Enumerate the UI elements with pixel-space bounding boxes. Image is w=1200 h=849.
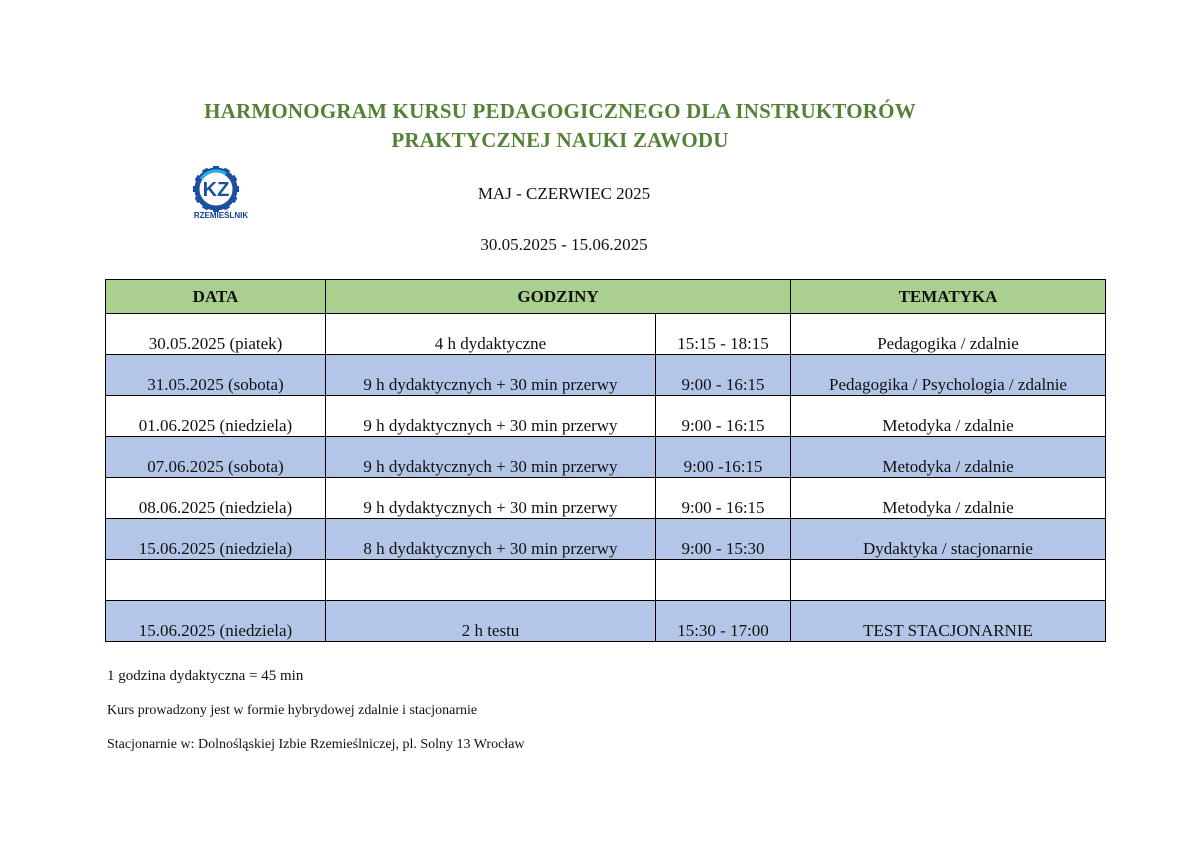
- schedule-table: [105, 279, 1106, 642]
- document-title-line-2: PRAKTYCZNEJ NAUKI ZAWODU: [391, 128, 729, 152]
- table-row-empty: [106, 560, 1106, 601]
- cell-time: 15:30 - 17:00: [656, 601, 791, 642]
- period-title: MAJ - CZERWIEC 2025: [477, 184, 651, 203]
- table-row: [106, 519, 1106, 560]
- header-hours: GODZINY: [326, 280, 791, 314]
- cell-time: 9:00 - 16:15: [656, 396, 791, 437]
- cell-time: 15:15 - 18:15: [656, 314, 791, 355]
- cell-hours: 4 h dydaktyczne: [326, 314, 656, 355]
- cell-hours: 9 h dydaktycznych + 30 min przerwy: [326, 478, 656, 519]
- table-row: [106, 601, 1106, 642]
- cell-topic: Pedagogika / zdalnie: [791, 314, 1106, 355]
- table-row: [106, 396, 1106, 437]
- cell-time: 9:00 -16:15: [656, 437, 791, 478]
- cell-topic: TEST STACJONARNIE: [791, 601, 1106, 642]
- table-row: [106, 314, 1106, 355]
- note-location: Stacjonarnie w: Dolnośląskiej Izbie Rzemieślniczej, pl. Solny 13 Wrocław: [107, 737, 525, 752]
- header-date: DATA: [106, 280, 326, 314]
- cell-date: 15.06.2025 (niedziela): [106, 601, 326, 642]
- cell-date: 01.06.2025 (niedziela): [106, 396, 326, 437]
- cell-date: [106, 560, 326, 601]
- table-header-row: [106, 280, 1106, 314]
- cell-hours: 8 h dydaktycznych + 30 min przerwy: [326, 519, 656, 560]
- header-topics: TEMATYKA: [791, 280, 1106, 314]
- cell-topic: [791, 560, 1106, 601]
- note-course-format: Kurs prowadzony jest w formie hybrydowej zdalnie i stacjonarnie: [107, 703, 478, 718]
- cell-date: 31.05.2025 (sobota): [106, 355, 326, 396]
- cell-date: 30.05.2025 (piatek): [106, 314, 326, 355]
- date-range: 30.05.2025 - 15.06.2025: [480, 235, 648, 254]
- cell-hours: 9 h dydaktycznych + 30 min przerwy: [326, 437, 656, 478]
- cell-topic: Pedagogika / Psychologia / zdalnie: [791, 355, 1106, 396]
- cell-date: 15.06.2025 (niedziela): [106, 519, 326, 560]
- logo-letters: KZ: [202, 179, 230, 201]
- cell-date: 08.06.2025 (niedziela): [106, 478, 326, 519]
- cell-time: 9:00 - 16:15: [656, 478, 791, 519]
- cell-time: [656, 560, 791, 601]
- cell-topic: Metodyka / zdalnie: [791, 478, 1106, 519]
- cell-hours: 9 h dydaktycznych + 30 min przerwy: [326, 355, 656, 396]
- cell-topic: Dydaktyka / stacjonarnie: [791, 519, 1106, 560]
- cell-topic: Metodyka / zdalnie: [791, 437, 1106, 478]
- logo-caption: RZEMIEŚLNIK: [193, 211, 249, 220]
- cell-date: 07.06.2025 (sobota): [106, 437, 326, 478]
- cell-hours: 2 h testu: [326, 601, 656, 642]
- cell-time: 9:00 - 15:30: [656, 519, 791, 560]
- cell-hours: 9 h dydaktycznych + 30 min przerwy: [326, 396, 656, 437]
- cell-hours: [326, 560, 656, 601]
- document-title-line-1: HARMONOGRAM KURSU PEDAGOGICZNEGO DLA INSTRUKTORÓW: [204, 99, 916, 123]
- cell-time: 9:00 - 16:15: [656, 355, 791, 396]
- note-didactic-hour: 1 godzina dydaktyczna = 45 min: [107, 668, 304, 684]
- table-row: [106, 437, 1106, 478]
- cell-topic: Metodyka / zdalnie: [791, 396, 1106, 437]
- table-row: [106, 478, 1106, 519]
- table-row: [106, 355, 1106, 396]
